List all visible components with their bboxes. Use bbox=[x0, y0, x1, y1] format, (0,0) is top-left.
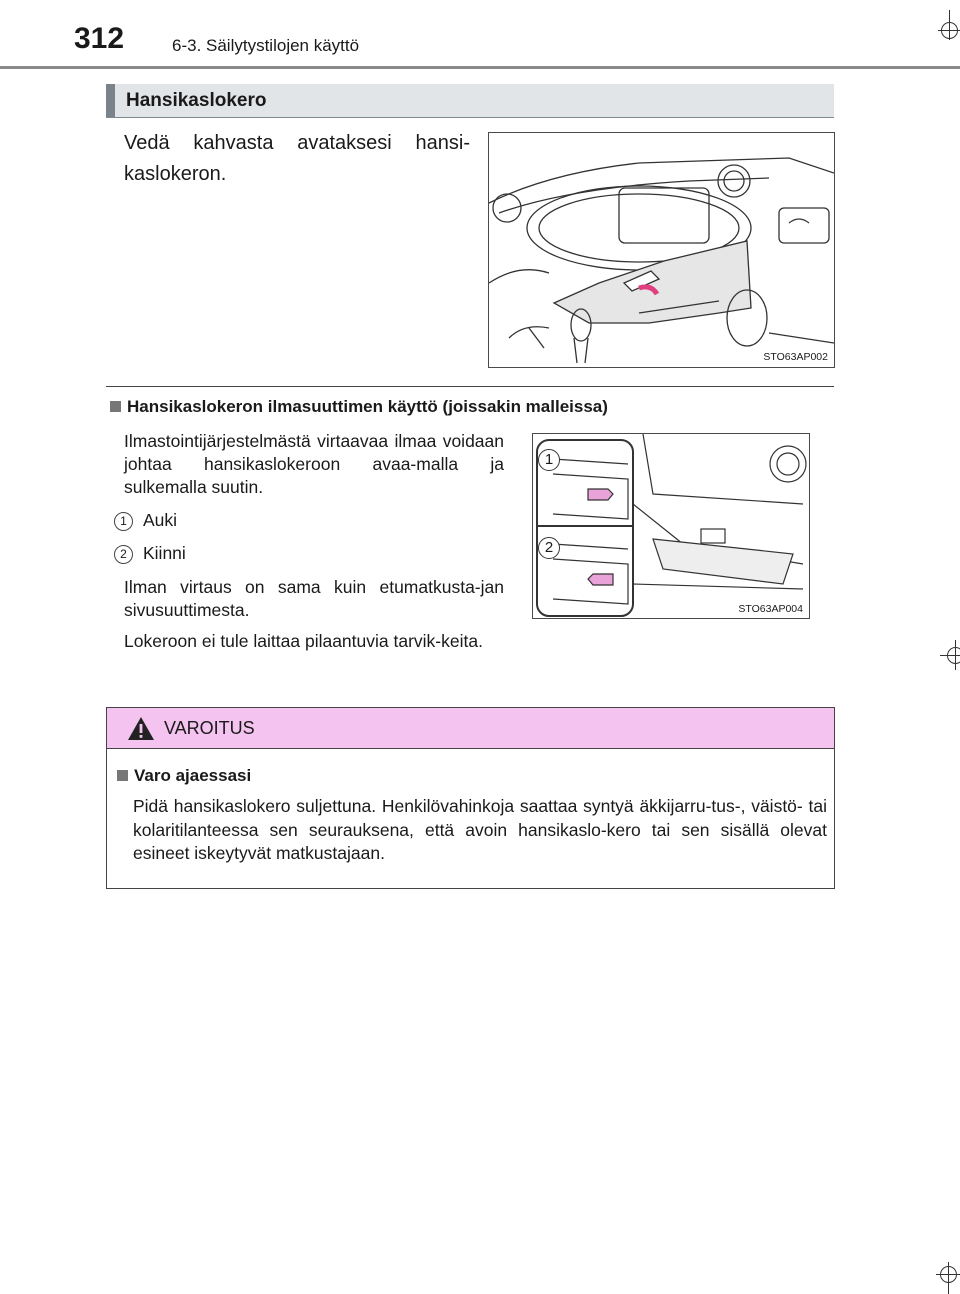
list-item bbox=[114, 510, 177, 531]
number-badge: 2 bbox=[114, 545, 133, 564]
warning-header bbox=[107, 708, 834, 749]
section-header bbox=[106, 84, 834, 118]
page-number: 312 bbox=[74, 22, 125, 55]
glovebox-illustration bbox=[488, 132, 835, 368]
section-accent-bar bbox=[106, 84, 115, 117]
subsection-heading-text: Hansikaslokeron ilmasuuttimen käyttö (joissakin malleissa) bbox=[127, 397, 608, 416]
vent-description: Ilmastointijärjestelmästä virtaavaa ilmaa voidaan johtaa hansikaslokeroon avaa-malla ja sulkemalla suutin. bbox=[124, 431, 504, 497]
section-title: Hansikaslokero bbox=[126, 90, 267, 111]
subsection-heading bbox=[110, 397, 608, 417]
list-item-label: Auki bbox=[143, 510, 178, 530]
warning-box bbox=[106, 707, 835, 889]
callout-1: 1 bbox=[538, 449, 560, 471]
list-item bbox=[114, 543, 186, 564]
figure1-code: STO63AP002 bbox=[763, 351, 828, 363]
header-rule bbox=[0, 66, 960, 69]
warning-subheading bbox=[117, 766, 251, 786]
note-airflow: Ilman virtaus on sama kuin etumatkusta-jan sivusuuttimesta. bbox=[124, 577, 504, 620]
glovebox-vent-illustration bbox=[532, 433, 810, 619]
number-badge: 1 bbox=[114, 512, 133, 531]
warning-subheading-text: Varo ajaessasi bbox=[134, 766, 252, 785]
square-bullet-icon bbox=[117, 770, 128, 781]
subsection-rule bbox=[106, 386, 834, 387]
chapter-title: 6-3. Säilytystilojen käyttö bbox=[172, 36, 360, 55]
warning-text: Pidä hansikaslokero suljettuna. Henkilövahinkoja saattaa syntyä äkkijarru-tus-, väistö- tai kolaritilanteessa sen seurauksena, että avoin hansikaslo-kero tai sen sisällä olevat esineet iskeytyvät matkustajaan. bbox=[133, 796, 827, 863]
list-item-label: Kiinni bbox=[143, 543, 186, 563]
note-perishables: Lokeroon ei tule laittaa pilaantuvia tarvik-keita. bbox=[124, 631, 483, 651]
intro-text: Vedä kahvasta avataksesi hansi-kaslokeron. bbox=[124, 132, 470, 185]
square-bullet-icon bbox=[110, 401, 121, 412]
warning-title: VAROITUS bbox=[164, 718, 255, 738]
figure2-code: STO63AP004 bbox=[738, 603, 803, 615]
warning-triangle-icon bbox=[127, 716, 155, 741]
callout-2: 2 bbox=[538, 537, 560, 559]
